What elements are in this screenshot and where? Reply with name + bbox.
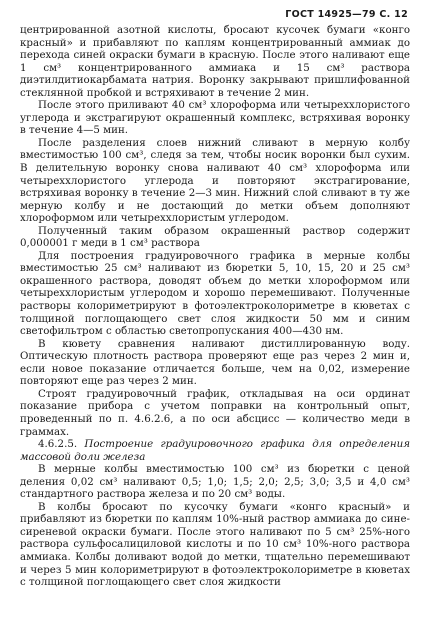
subsection-heading <box>20 438 410 463</box>
paragraph-1: центрированной азотной кислоты, бросают кусочек бумаги «конго красный» и прибавляют по каплям концентрированный аммиак до перехода синей окраски бумаги в красную. После этого наливают еще 1 см³ концентрированного аммиака и 15 см³ раствора диэтилдитиокарбамата натрия. Воронку закрывают пришлифованной стеклянной пробкой и встряхивают в течение 2 мин. <box>20 24 410 99</box>
paragraph-8: В мерные колбы вместимостью 100 см³ из бюретки с ценой деления 0,02 см³ наливают 0,5; 1,0; 1,5; 2,0; 2,5; 3,0; 3,5 и 4,0 см³ стандартного раствора железа и по 20 см³ воды. <box>20 463 410 501</box>
subsection-title: Построение градуировочного графика для определения массовой доли железа <box>20 438 410 463</box>
paragraph-7: Строят градуировочный график, откладывая на оси ординат показание прибора с учетом поправки на контрольный опыт, проведенный по п. 4.6.2.6, а по оси абсцисс — количество меди в граммах. <box>20 387 410 438</box>
paragraph-6: В кювету сравнения наливают дистиллированную воду. Оптическую плотность раствора проверяют еще раз через 2 мин и, если новое показание отличается больше, чем на 0,02, измерение повторяют еще раз через 2 мин. <box>20 337 410 388</box>
paragraph-9: В колбы бросают по кусочку бумаги «конго красный» и прибавляют из бюретки по каплям 10%-ный раствор аммиака до сине-сиреневой окраски бумаги. После этого наливают по 5 см³ 25%-ного раствора сульфосалициловой кислоты и по 10 см³ 10%-ного раствора аммиака. Колбы доливают водой до метки, тщательно перемешивают и через 5 мин колориметрируют в фотоэлектроколориметре в кюветах с толщиной поглощающего свет слоя жидкости <box>20 500 410 589</box>
subsection-number: 4.6.2.5. <box>38 438 78 451</box>
running-head: ГОСТ 14925—79 С. 12 <box>285 9 408 20</box>
paragraph-4: Полученный таким образом окрашенный раствор содержит 0,000001 г меди в 1 см³ раствора <box>20 224 410 250</box>
paragraph-3: После разделения слоев нижний сливают в мерную колбу вместимостью 100 см³, следя за тем, чтобы носик воронки был сухим. В делительную воронку снова наливают 40 см³ хлороформа или четыреххлористого углерода и повторяют экстрагирование, встряхивая воронку в течение 2—3 мин. Нижний слой сливают в ту же мерную колбу и не достающий до метки объем дополняют хлороформом или четыреххлористым углеродом. <box>20 136 410 225</box>
paragraph-2: После этого приливают 40 см³ хлороформа или четыреххлористого углерода и экстрагируют окрашенный комплекс, встряхивая воронку в течение 4—5 мин. <box>20 99 410 137</box>
paragraph-5: Для построения градуировочного графика в мерные колбы вместимостью 25 см³ наливают из бюретки 5, 10, 15, 20 и 25 см³ окрашенного раствора, доводят объем до метки хлороформом или четыреххлористым углеродом и хорошо перемешивают. Полученные растворы колориметрируют в фотоэлектроколориметре в кюветах с толщиной поглощающего свет слоя жидкости 50 мм и синим светофильтром с областью светопропускания 400—430 нм. <box>20 249 410 338</box>
body-text <box>20 24 410 589</box>
